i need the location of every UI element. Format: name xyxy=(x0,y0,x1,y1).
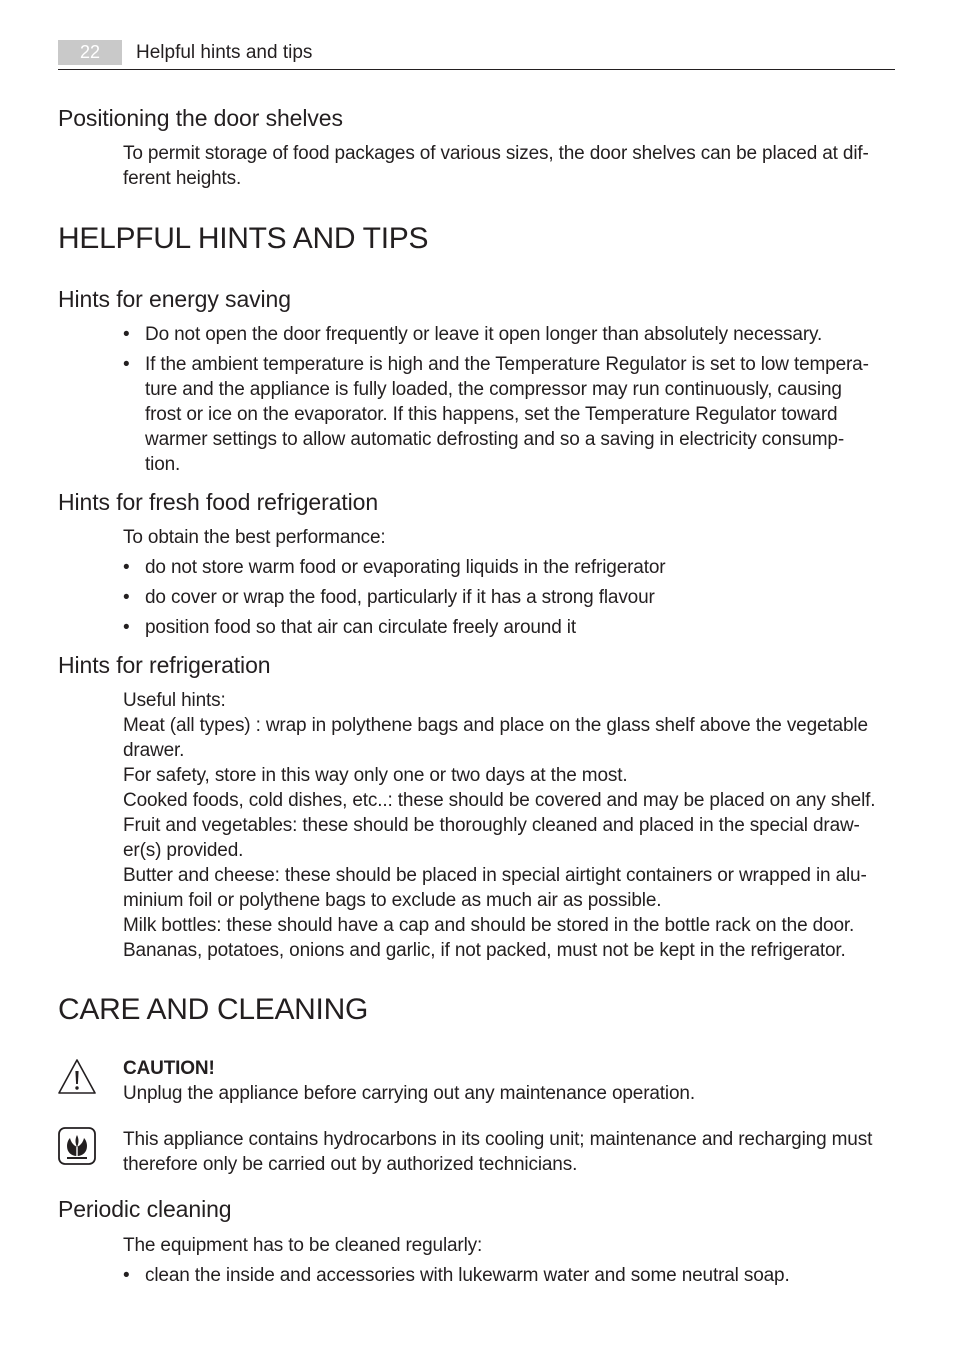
text-line: minium foil or polythene bags to exclude as much air as possible. xyxy=(123,890,662,911)
fresh-food-intro: To obtain the best performance: xyxy=(123,527,386,548)
list-item-text xyxy=(145,352,895,477)
text-line: Fruit and vegetables: these should be thoroughly cleaned and placed in the special draw- xyxy=(123,815,860,836)
text-line: To permit storage of food packages of various sizes, the door shelves can be placed at dif- xyxy=(123,143,869,164)
text-line: er(s) provided. xyxy=(123,840,244,861)
bullet-icon: • xyxy=(123,557,130,578)
text-line: Meat (all types) : wrap in polythene bags and place on the glass shelf above the vegetable xyxy=(123,715,868,736)
bullet-icon: • xyxy=(123,617,130,638)
text-line: therefore only be carried out by authorized technicians. xyxy=(123,1154,578,1175)
text-line: Cooked foods, cold dishes, etc..: these should be covered and may be placed on any shelf. xyxy=(123,790,876,811)
list-item-text: position food so that air can circulate freely around it xyxy=(145,617,576,638)
text-line: warmer settings to allow automatic defrosting and so a saving in electricity consump- xyxy=(145,429,845,450)
text-line: Butter and cheese: these should be placed in special airtight containers or wrapped in alu- xyxy=(123,865,867,886)
energy-saving-heading: Hints for energy saving xyxy=(58,286,291,312)
page-number: 22 xyxy=(58,40,122,65)
text-line: ture and the appliance is fully loaded, the compressor may run continuously, causing xyxy=(145,379,842,400)
list-item xyxy=(123,1263,895,1288)
list-item-text: Do not open the door frequently or leave it open longer than absolutely necessary. xyxy=(145,324,823,345)
refrigeration-text xyxy=(123,688,895,963)
text-line: Milk bottles: these should have a cap and should be stored in the bottle rack on the door. xyxy=(123,915,855,936)
warning-triangle-icon xyxy=(58,1058,96,1096)
text-line: ferent heights. xyxy=(123,168,242,189)
list-item xyxy=(123,352,895,477)
section-title-hints: HELPFUL HINTS AND TIPS xyxy=(58,222,429,255)
text-line: frost or ice on the evaporator. If this happens, set the Temperature Regulator toward xyxy=(145,404,838,425)
fresh-food-heading: Hints for fresh food refrigeration xyxy=(58,489,379,515)
periodic-cleaning-intro: The equipment has to be cleaned regularly: xyxy=(123,1235,483,1256)
list-item xyxy=(123,555,895,580)
text-line: drawer. xyxy=(123,740,185,761)
text-line: Bananas, potatoes, onions and garlic, if not packed, must not be kept in the refrigerator. xyxy=(123,940,846,961)
list-item xyxy=(123,615,895,640)
bullet-icon: • xyxy=(123,324,130,345)
text-line: If the ambient temperature is high and the Temperature Regulator is set to low tempera- xyxy=(145,354,869,375)
caution-label: CAUTION! xyxy=(123,1058,215,1079)
running-header-title: Helpful hints and tips xyxy=(136,42,313,63)
list-item-text: do cover or wrap the food, particularly if it has a strong flavour xyxy=(145,587,655,608)
section-title-care: CARE AND CLEANING xyxy=(58,993,368,1026)
text-line: Useful hints: xyxy=(123,690,226,711)
list-item xyxy=(123,322,895,347)
caution-text: Unplug the appliance before carrying out any maintenance operation. xyxy=(123,1083,695,1104)
text-line: For safety, store in this way only one or two days at the most. xyxy=(123,765,628,786)
list-item-text: clean the inside and accessories with lukewarm water and some neutral soap. xyxy=(145,1265,790,1286)
door-shelves-text xyxy=(123,141,895,191)
refrigeration-heading: Hints for refrigeration xyxy=(58,652,271,678)
caution-note xyxy=(123,1056,895,1106)
environment-leaf-icon xyxy=(58,1127,96,1165)
bullet-icon: • xyxy=(123,354,130,375)
text-line: This appliance contains hydrocarbons in its cooling unit; maintenance and recharging must xyxy=(123,1129,873,1150)
bullet-icon: • xyxy=(123,587,130,608)
environment-note-text xyxy=(123,1127,895,1177)
list-item xyxy=(123,585,895,610)
door-shelves-heading: Positioning the door shelves xyxy=(58,105,343,131)
text-line: tion. xyxy=(145,454,181,475)
periodic-cleaning-heading: Periodic cleaning xyxy=(58,1196,232,1222)
header-divider xyxy=(58,69,895,70)
list-item-text: do not store warm food or evaporating liquids in the refrigerator xyxy=(145,557,666,578)
bullet-icon: • xyxy=(123,1265,130,1286)
page-header xyxy=(58,40,895,70)
